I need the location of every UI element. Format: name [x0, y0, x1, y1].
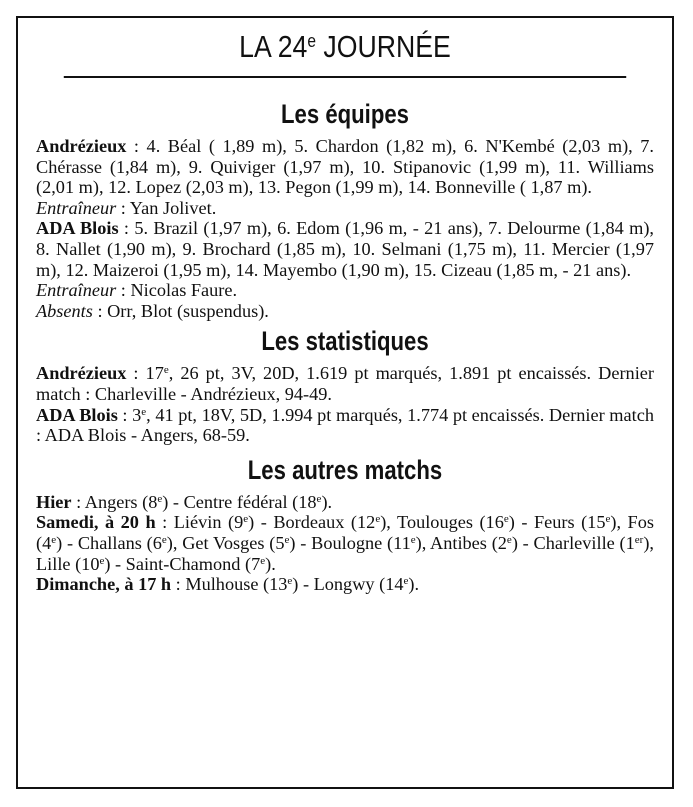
match-text: ) - Charleville (1 — [511, 532, 635, 553]
separator: : — [126, 136, 147, 156]
matches-dimanche — [36, 574, 654, 595]
rank-suffix: e — [141, 405, 147, 418]
rank-suffix: e — [506, 533, 512, 546]
coach-name: Yan Jolivet. — [129, 197, 217, 218]
team-name: ADA Blois — [36, 218, 119, 239]
rank-suffix: e — [99, 554, 105, 567]
match-list — [85, 492, 332, 512]
match-text: ), Lille (10 — [36, 532, 655, 574]
separator: : — [116, 280, 131, 301]
section-heading-equipes: Les équipes — [281, 99, 409, 129]
rank-suffix: e — [316, 492, 322, 505]
team-name: ADA Blois — [36, 404, 118, 425]
rank: 17 — [145, 363, 164, 384]
article-box — [16, 16, 674, 789]
team-name: Andrézieux — [36, 363, 127, 384]
match-text: ). — [265, 553, 276, 574]
match-text: Liévin (9 — [173, 512, 244, 533]
coach-name: Nicolas Faure. — [130, 280, 238, 301]
separator: : — [171, 574, 186, 595]
rank: 3 — [132, 404, 142, 425]
match-text: ) - Boulogne (11 — [289, 532, 411, 553]
absents-list: Orr, Blot (suspendus). — [107, 300, 269, 321]
match-text: ), Get Vosges (5 — [166, 532, 285, 553]
rank-suffix: e — [287, 575, 293, 588]
match-text: ) - Challans (6 — [56, 532, 162, 553]
match-list — [185, 574, 419, 594]
day-label: Hier — [36, 491, 72, 512]
stats-text: , 41 pt, 18V, 5D, 1.994 pt marqués, 1.774 pt encaissés. Dernier match : ADA Blois - Angers, 68-59. — [36, 404, 654, 446]
team-blois-roster — [36, 218, 654, 280]
match-text: ). — [321, 491, 333, 512]
match-text: Mulhouse (13 — [185, 574, 288, 595]
team-andrezieux-coach — [36, 198, 654, 219]
match-text: ) - Longwy (14 — [292, 574, 404, 595]
rank-suffix: er — [634, 533, 644, 546]
match-text: ), Toulouges (16 — [380, 512, 504, 533]
separator: : — [155, 512, 174, 533]
match-text: ), Antibes (2 — [415, 532, 507, 553]
match-text: ) - Feurs (15 — [508, 512, 606, 533]
rank-suffix: e — [260, 554, 266, 567]
title-text: LA 24 — [239, 29, 308, 64]
page-title — [64, 18, 626, 78]
section-heading-autres-matchs: Les autres matchs — [247, 454, 443, 485]
separator: : — [126, 363, 146, 384]
article-content — [18, 98, 672, 595]
matches-hier — [36, 492, 654, 513]
stats-andrezieux — [36, 363, 654, 404]
absents-label: Absents — [36, 300, 93, 321]
rank-suffix: e — [163, 364, 169, 377]
section-heading-statistiques: Les statistiques — [261, 326, 429, 357]
coach-label: Entraîneur — [36, 197, 117, 218]
separator: : — [71, 491, 85, 512]
separator: : — [117, 404, 133, 425]
day-label: Samedi, à 20 h — [36, 512, 156, 533]
match-text: Angers (8 — [84, 491, 158, 512]
rank-suffix: e — [503, 513, 509, 526]
separator: : — [118, 218, 135, 239]
rank-suffix: e — [157, 492, 163, 505]
team-name: Andrézieux — [36, 136, 127, 156]
match-text: ) - Bordeaux (12 — [248, 512, 376, 533]
rank-suffix: e — [403, 575, 409, 588]
stats-blois — [36, 405, 654, 446]
rank-suffix: e — [161, 533, 167, 546]
rank-suffix: e — [375, 513, 381, 526]
rank-suffix: e — [284, 533, 290, 546]
rank-suffix: e — [605, 513, 611, 526]
player-list: 4. Béal ( 1,89 m), 5. Chardon (1,82 m), 6. N'Kembé (2,03 m), 7. Chérasse (1,84 m), 9. Quiviger (1,97 m), 10. Stipanovic (1,99 m), 11. Williams (2,01 m), 12. Lopez (2,03 m), 13. Pegon (1,99 m), 14. Bonneville ( 1,87 m). — [36, 136, 654, 198]
player-list: 5. Brazil (1,97 m), 6. Edom (1,96 m, - 21 ans), 7. Delourme (1,84 m), 8. Nallet (1,90 m), 9. Brochard (1,85 m), 10. Selmani (1,75 m), 11. Mercier (1,97 m), 12. Maizeroi (1,95 m), 14. Mayembo (1,90 m), 15. Cizeau (1,85 m, - 21 ans). — [36, 218, 654, 280]
team-andrezieux-roster — [36, 136, 654, 198]
title-text-suffix: JOURNÉE — [316, 29, 451, 64]
rank-suffix: e — [243, 513, 249, 526]
team-blois-absents — [36, 301, 654, 322]
rank-suffix: e — [51, 533, 57, 546]
match-text: ), Fos (4 — [36, 512, 654, 553]
stats-text: , 26 pt, 3V, 20D, 1.619 pt marqués, 1.891 pt encaissés. Dernier match : Charleville - Andrézieux, 94-49. — [36, 363, 654, 404]
separator: : — [92, 300, 108, 321]
matches-samedi — [36, 512, 654, 574]
title-superscript: e — [307, 31, 317, 51]
match-text: ) - Centre fédéral (18 — [162, 491, 317, 512]
day-label: Dimanche, à 17 h — [36, 574, 172, 595]
rank-suffix: e — [410, 533, 416, 546]
separator: : — [116, 197, 130, 218]
match-text: ). — [408, 574, 420, 595]
match-text: ) - Saint-Chamond (7 — [104, 553, 261, 574]
team-blois-coach — [36, 280, 654, 301]
coach-label: Entraîneur — [36, 280, 117, 301]
